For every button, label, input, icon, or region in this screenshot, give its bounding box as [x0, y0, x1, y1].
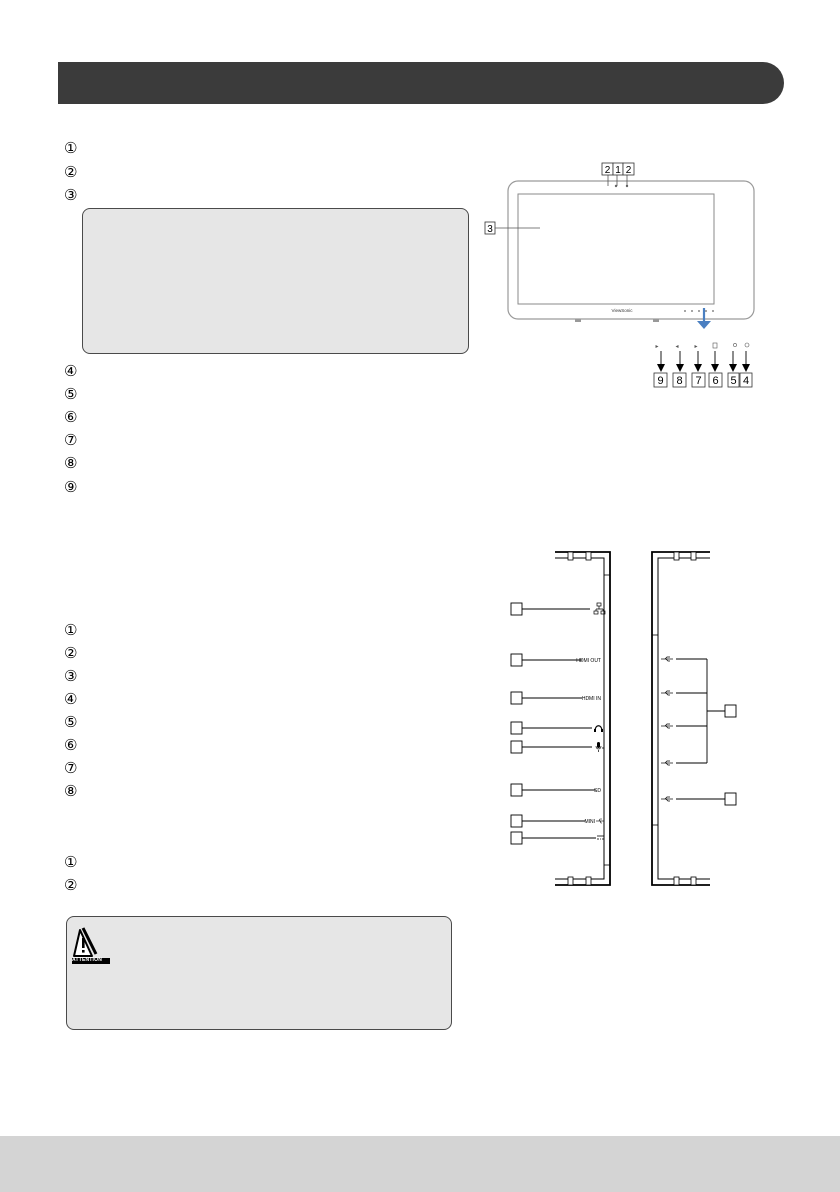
dc-power-icon	[597, 836, 604, 839]
page-footer-bar	[0, 1136, 840, 1192]
list-marker-4: ④	[64, 362, 78, 380]
list-marker-2: ②	[64, 163, 78, 181]
front-view-diagram	[480, 155, 780, 400]
list-marker-1: ①	[64, 139, 78, 157]
side-marker-6: ⑥	[64, 736, 78, 754]
mini-usb-label: MINI	[584, 819, 595, 825]
side-marker-8: ⑧	[64, 782, 78, 800]
side-view-diagram	[500, 540, 750, 900]
list-marker-8: ⑧	[64, 454, 78, 472]
side-marker-5: ⑤	[64, 713, 78, 731]
front-callout-2a: 2	[604, 165, 611, 176]
section-header-bar	[58, 62, 784, 104]
svg-text:▸: ▸	[655, 344, 659, 350]
attention-box	[66, 916, 452, 1030]
side-b-marker-1: ①	[64, 853, 78, 871]
list-marker-3: ③	[64, 186, 78, 204]
side-marker-4: ④	[64, 690, 78, 708]
hdmi-out-label: HDMI OUT	[576, 658, 601, 664]
side-marker-1: ①	[64, 621, 78, 639]
note-box	[82, 208, 469, 354]
list-marker-5: ⑤	[64, 385, 78, 403]
side-b-marker-2: ②	[64, 876, 78, 894]
button-callout-6: 6	[712, 375, 719, 387]
front-callout-3: 3	[487, 224, 493, 235]
side-marker-2: ②	[64, 644, 78, 662]
svg-text:▸: ▸	[694, 344, 698, 350]
front-callout-1: 1	[615, 165, 621, 176]
button-callout-7: 7	[695, 375, 702, 387]
button-callout-9: 9	[657, 375, 664, 387]
lan-port-icon	[594, 603, 605, 614]
button-callout-5: 5	[730, 375, 737, 387]
button-callout-4: 4	[742, 375, 750, 387]
attention-label: ATTENTION	[72, 957, 103, 963]
sd-label: SD	[594, 788, 601, 794]
side-marker-7: ⑦	[64, 759, 78, 777]
list-marker-7: ⑦	[64, 431, 78, 449]
brand-logo: ViewSonic	[611, 308, 633, 313]
button-callout-8: 8	[676, 375, 683, 387]
microphone-icon	[596, 742, 604, 752]
side-marker-3: ③	[64, 667, 78, 685]
usb-icon	[596, 819, 604, 823]
front-callout-2b: 2	[625, 165, 632, 176]
hdmi-in-label: HDMI IN	[581, 696, 601, 702]
headphone-icon	[595, 726, 602, 731]
svg-text:◂: ◂	[675, 344, 679, 350]
list-marker-9: ⑨	[64, 478, 78, 496]
list-marker-6: ⑥	[64, 408, 78, 426]
